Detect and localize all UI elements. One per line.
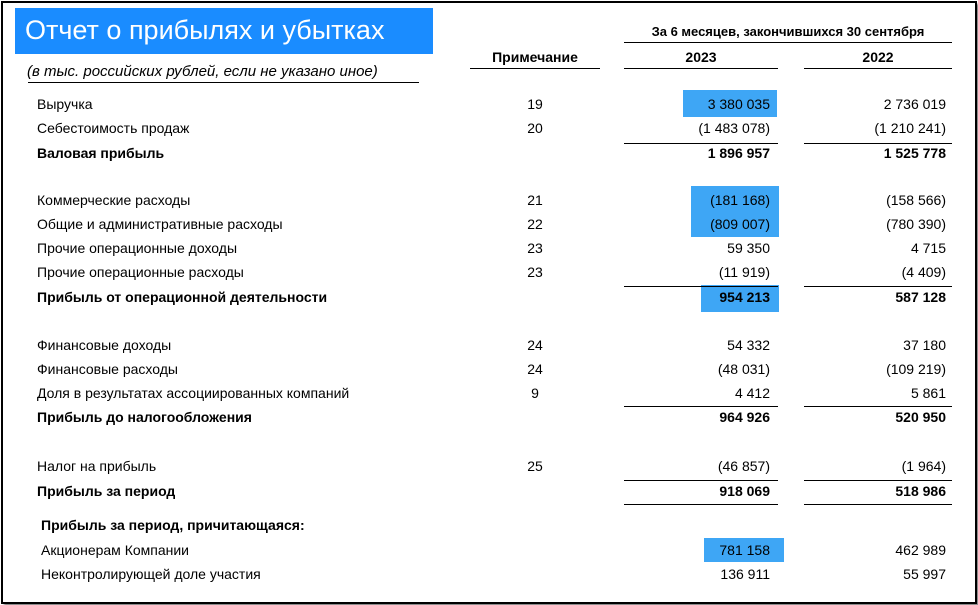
table-row — [0, 118, 978, 138]
row-value-2023: (1 483 078) — [698, 120, 770, 136]
table-row — [0, 540, 978, 560]
row-value-2022: 5 861 — [910, 385, 946, 401]
row-note: 20 — [527, 120, 543, 136]
row-value-2023: 3 380 035 — [707, 96, 770, 112]
row-label: Прочие операционные доходы — [37, 240, 238, 256]
row-value-2022: (780 390) — [886, 216, 946, 232]
row-label: Финансовые расходы — [37, 361, 178, 377]
row-value-2023: 781 158 — [719, 542, 770, 558]
table-row — [0, 262, 978, 282]
row-note: 21 — [527, 192, 543, 208]
period-underline — [624, 42, 952, 43]
row-note: 23 — [527, 264, 543, 280]
year-2023-header: 2023 — [685, 49, 717, 65]
year-2023-header-underline — [624, 68, 778, 69]
row-value-2022: 587 128 — [895, 289, 946, 305]
row-value-2023: (48 031) — [717, 361, 770, 377]
row-label: Общие и административные расходы — [37, 216, 283, 232]
row-value-2022: 462 989 — [895, 542, 946, 558]
row-value-2023: 54 332 — [727, 337, 770, 353]
total-line-2023 — [624, 504, 778, 505]
row-value-2023: 4 412 — [734, 385, 770, 401]
row-value-2022: (158 566) — [886, 192, 946, 208]
row-label: Прибыль от операционной деятельности — [37, 289, 328, 305]
row-note: 22 — [527, 216, 543, 232]
row-label: Неконтролирующей доле участия — [41, 566, 261, 582]
table-row — [0, 359, 978, 379]
row-label: Прибыль до налогообложения — [37, 409, 252, 425]
row-value-2023: (46 857) — [717, 458, 770, 474]
table-row — [0, 94, 978, 114]
subtitle-underline — [28, 82, 419, 83]
row-note: 25 — [527, 458, 543, 474]
row-label: Себестоимость продаж — [37, 120, 190, 136]
row-label: Прибыль за период — [37, 483, 176, 499]
row-value-2023: 918 069 — [719, 483, 770, 499]
row-value-2022: (1 210 241) — [874, 120, 946, 136]
row-value-2022: (1 964) — [901, 458, 946, 474]
row-label: Прибыль за период, причитающаяся: — [41, 517, 305, 533]
table-row — [0, 190, 978, 210]
note-header-underline — [470, 68, 600, 69]
row-value-2022: (4 409) — [901, 264, 946, 280]
row-value-2022: 4 715 — [910, 240, 946, 256]
table-row — [0, 564, 978, 584]
row-value-2023: (809 007) — [710, 216, 770, 232]
table-row-subtotal — [0, 143, 978, 163]
total-line-2022 — [804, 504, 952, 505]
row-value-2022: (109 219) — [886, 361, 946, 377]
table-row — [0, 214, 978, 234]
table-row — [0, 456, 978, 476]
row-value-2023: (181 168) — [710, 192, 770, 208]
row-value-2023: 964 926 — [719, 409, 770, 425]
row-value-2023: 1 896 957 — [707, 145, 770, 161]
row-note: 24 — [527, 361, 543, 377]
table-row — [0, 335, 978, 355]
row-value-2022: 518 986 — [895, 483, 946, 499]
row-label: Выручка — [37, 96, 93, 112]
row-value-2023: 954 213 — [719, 289, 770, 305]
row-label: Акционерам Компании — [41, 542, 189, 558]
row-value-2022: 55 997 — [903, 566, 946, 582]
table-row — [0, 238, 978, 258]
row-value-2022: 37 180 — [903, 337, 946, 353]
period-header: За 6 месяцев, закончившихся 30 сентября — [651, 24, 925, 39]
table-row-subtotal — [0, 407, 978, 427]
row-value-2022: 520 950 — [895, 409, 946, 425]
row-note: 19 — [527, 96, 543, 112]
row-label: Финансовые доходы — [37, 337, 172, 353]
row-value-2022: 2 736 019 — [883, 96, 946, 112]
row-note: 23 — [527, 240, 543, 256]
attribution-heading — [0, 515, 978, 535]
row-label: Валовая прибыль — [37, 145, 165, 161]
row-value-2023: 136 911 — [720, 566, 770, 582]
row-value-2023: 59 350 — [727, 240, 770, 256]
row-value-2022: 1 525 778 — [883, 145, 946, 161]
page-title: Отчет о прибылях и убытках — [25, 15, 385, 45]
year-2022-header-underline — [804, 68, 952, 69]
row-label: Прочие операционные расходы — [37, 264, 244, 280]
table-row — [0, 383, 978, 403]
row-label: Коммерческие расходы — [37, 192, 191, 208]
row-value-2023: (11 919) — [718, 264, 770, 280]
row-note: 24 — [527, 337, 543, 353]
note-column-header: Примечание — [492, 49, 578, 65]
year-2022-header: 2022 — [862, 49, 894, 65]
table-row-subtotal — [0, 287, 978, 307]
row-label: Налог на прибыль — [37, 458, 157, 474]
row-note: 9 — [531, 385, 539, 401]
units-subtitle: (в тыс. российских рублей, если не указано иное) — [27, 63, 378, 80]
row-label: Доля в результатах ассоциированных компаний — [37, 385, 350, 401]
table-row-total — [0, 481, 978, 501]
